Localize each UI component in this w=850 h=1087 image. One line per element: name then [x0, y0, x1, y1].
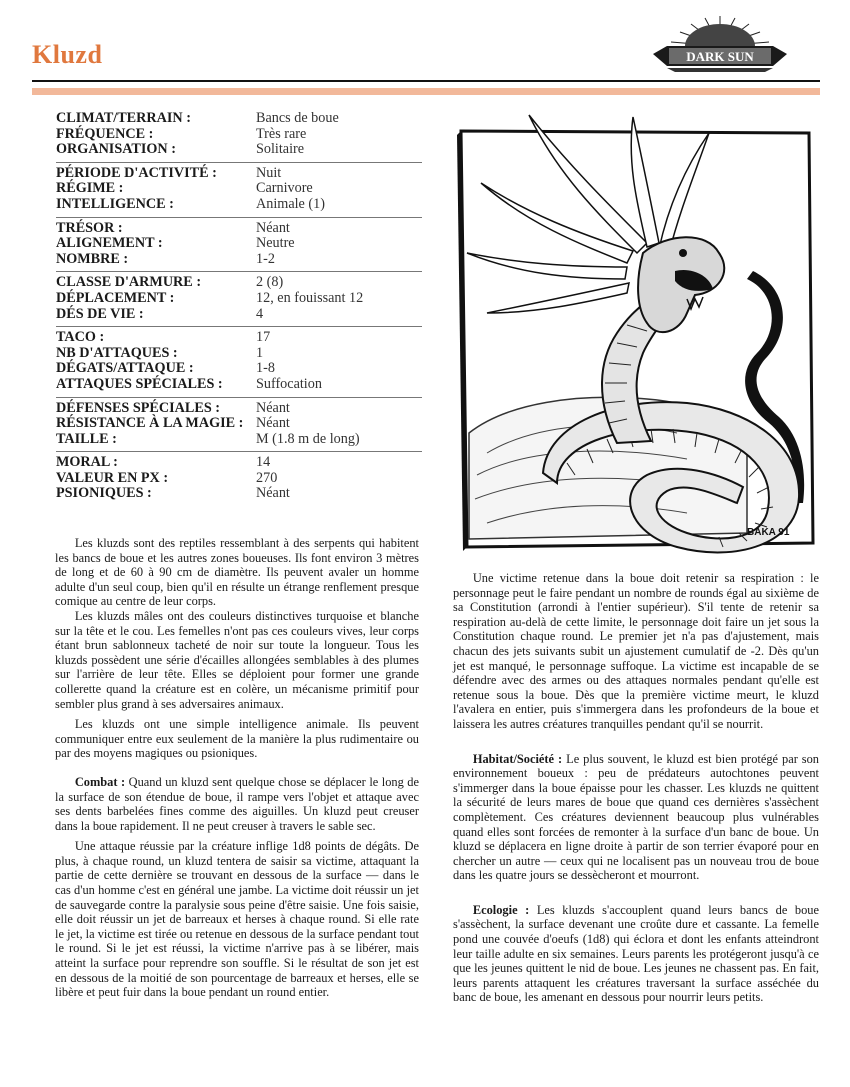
stat-group: [56, 327, 422, 397]
habitat-text: Le plus souvent, le kluzd est bien protégé par son environnement boueux : peu de prédateurs autochtones peuvent s'immerger dans la boue épaisse pour les chasser. Les kluzds ne quittent la sécurité de leurs mares de boue que quand ces dernières s'assèchent complètement. Ces créatures deviennent beaucoup plus vulnérables quand elles sont forcées de remonter à la surface d'un banc de boue. Un kluzd se déplacera en ligne droite à partir de son terrier évaporé pour en chercher un autre — ceux qui ne localisent pas un nouveau trou de boue dans les quatre jours se dessècheront et mourront.: [453, 751, 819, 883]
stat-label: ATTAQUES SPÉCIALES :: [56, 375, 223, 392]
stat-block: [56, 108, 422, 506]
combat-text: Quand un kluzd sent quelque chose se déplacer le long de la surface de son étendue de boue, il rampe vers l'objet et attaque avec ses dents barbelées fines comme des aiguilles. Un kluzd peut creuser dans la boue rapidement. Il ne peut creuser à travers le sable sec.: [55, 774, 419, 833]
dark-sun-logo: [645, 10, 795, 82]
stat-value: 14: [256, 454, 271, 471]
stat-value: Animale (1): [256, 195, 325, 212]
ecology-paragraph: [453, 903, 819, 1005]
combat-heading: Combat :: [74, 774, 126, 789]
combat-paragraph: [55, 775, 419, 833]
ecology-heading: Ecologie :: [472, 902, 530, 917]
stat-row: [56, 346, 422, 362]
habitat-heading: Habitat/Société :: [472, 751, 563, 766]
stat-value: Néant: [256, 415, 290, 432]
stat-group: [56, 163, 422, 218]
stat-row: [56, 236, 422, 252]
stat-label: PSIONIQUES :: [56, 485, 152, 502]
stat-row: [56, 471, 422, 487]
page-title: Kluzd: [32, 40, 103, 69]
stat-row: [56, 416, 422, 432]
stat-label: TRÉSOR :: [56, 219, 123, 236]
stat-group: [56, 452, 422, 506]
stat-row: [56, 197, 422, 213]
stat-value: Néant: [256, 219, 290, 236]
stat-value: Carnivore: [256, 180, 313, 197]
logo-text: DARK SUN: [686, 49, 754, 64]
stat-value: Très rare: [256, 125, 307, 142]
stat-label: INTELLIGENCE :: [56, 195, 174, 212]
description-paragraph: Les kluzds sont des reptiles ressemblant à des serpents qui habitent les bancs de boue et les autres zones boueuses. Ils font environ 3 mètres de long et de 60 à 90 cm de diamètre. Ils peuvent avaler un homme adulte d'un seul coup, bien qu'il en résulte un étrange renflement presque comique au centre de leur corps.: [55, 536, 419, 609]
stat-group: [56, 398, 422, 453]
stat-label: TACO :: [56, 329, 105, 346]
stat-value: 4: [256, 305, 264, 322]
stat-value: 270: [256, 469, 278, 486]
stat-value: Nuit: [256, 164, 282, 181]
stat-value: Néant: [256, 399, 290, 416]
stat-row: [56, 275, 422, 291]
stat-label: CLIMAT/TERRAIN :: [56, 110, 191, 126]
stat-label: RÉGIME :: [56, 180, 124, 197]
stat-row: [56, 307, 422, 323]
kluzd-illustration: [447, 103, 831, 557]
stat-label: DÉGATS/ATTAQUE :: [56, 360, 194, 377]
stat-group: [56, 108, 422, 163]
stat-label: MORAL :: [56, 454, 118, 471]
suffocation-paragraph: Une victime retenue dans la boue doit retenir sa respiration : le personnage peut le faire pendant un nombre de rounds égal au sixième de sa Constitution (arrondi à l'entier supérieur). S'il tente de retenir sa respiration au-delà de cette limite, le personnage doit faire un jet sous la Constitution chaque round. Le premier jet n'a pas d'ajustement, mais chacun des jets suivants subit un ajustement cumulatif de -2. Dès qu'un jet est manqué, le personnage suffoque. La victime est incapable de se défendre avec des armes ou des attaques normales pendant qu'elle est retenue sous la boue. Dès que la première victime meurt, le kluzd l'avalera en entier, puis s'immergera dans les profondeurs de la boue et laissera les autres créatures tranquilles pendant qu'il se nourrit.: [453, 571, 819, 731]
description-paragraph: Les kluzds mâles ont des couleurs distinctives turquoise et blanche sur la tête et le cou. Les femelles n'ont pas ces couleurs vives, leur corps étant brun sablonneux tacheté de noir sur toute la longueur. Tous les kluzds possèdent une série d'écailles allongées semblables à des plumes sur l'arrière de leur tête. Elles se déploient pour former une grande collerette quand la créature est en colère, un mécanisme primitif pour sembler plus grand à ses adversaires animaux.: [55, 608, 419, 711]
stat-label: NOMBRE :: [56, 250, 129, 267]
stat-row: [56, 291, 422, 307]
stat-label: DÉS DE VIE :: [56, 305, 144, 322]
header-rule: [32, 80, 820, 82]
habitat-paragraph: [453, 752, 819, 883]
stat-row: [56, 221, 422, 237]
stat-row: [56, 486, 422, 502]
combat-paragraph: Une attaque réussie par la créature inflige 1d8 points de dégâts. De plus, à chaque round, un kluzd tentera de saisir sa victime, attaquant la partie de cette dernière se trouvant en dessous de la surface — dans le cas d'un homme c'est en général une jambe. La victime doit réussir un jet de sauvegarde contre la paralysie sous peine d'être saisie. Une fois saisie, elle doit réussir un jet de barreaux et herses à chaque round. Si elle rate le jet, la victime est tirée ou retenue en dessous de la surface pendant tout le round. Si le jet est réussi, la victime n'arrive pas à se libérer, mais atteint la surface pour reprendre son souffle. Si le résultat de son jet est en dessous de la moitié de son pourcentage de barreaux et herses, elle se libère et peut fuir dans la boue pendant un round entier.: [55, 839, 419, 1000]
stat-value: 2 (8): [256, 274, 284, 291]
stat-value: 12, en fouissant 12: [256, 289, 364, 306]
stat-label: DÉPLACEMENT :: [56, 289, 175, 306]
stat-row: [56, 377, 422, 393]
stat-row: [56, 361, 422, 377]
stat-label: TAILLE :: [56, 430, 117, 447]
stat-label: NB D'ATTAQUES :: [56, 344, 178, 361]
stat-row: [56, 401, 422, 417]
stat-label: ALIGNEMENT :: [56, 235, 163, 252]
stat-row: [56, 111, 422, 127]
stat-label: CLASSE D'ARMURE :: [56, 274, 202, 291]
stat-row: [56, 142, 422, 158]
stat-group: [56, 218, 422, 273]
stat-row: [56, 127, 422, 143]
stat-value: 1-2: [256, 250, 275, 267]
header-band: [32, 88, 820, 95]
stat-value: Solitaire: [256, 141, 305, 158]
stat-label: ORGANISATION :: [56, 141, 176, 158]
stat-group: [56, 272, 422, 327]
stat-value: Suffocation: [256, 375, 322, 392]
stat-row: [56, 181, 422, 197]
stat-label: FRÉQUENCE :: [56, 125, 154, 142]
description-paragraph: Les kluzds ont une simple intelligence animale. Ils peuvent communiquer entre eux seulement de la manière la plus rudimentaire ou par des moyens magiques ou psioniques.: [55, 717, 419, 761]
stat-value: 1-8: [256, 360, 275, 377]
stat-label: RÉSISTANCE À LA MAGIE :: [56, 415, 244, 432]
stat-row: [56, 252, 422, 268]
stat-row: [56, 330, 422, 346]
stat-label: PÉRIODE D'ACTIVITÉ :: [56, 164, 217, 181]
illustration-signature: BAKA 91: [747, 527, 790, 538]
stat-row: [56, 455, 422, 471]
ecology-text: Les kluzds s'accouplent quand leurs bancs de boue s'assèchent, la surface devenant une croûte dure et cassante. La femelle pond une couvée d'oeufs (1d8) qui éclora et dont les enfants atteindront leur taille adulte en six semaines. Leurs parents les protégeront jusqu'à ce que les jeunes quittent le nid de boue. Les jeunes ne chassent pas. En fait, leurs parents attaquent les créatures traversant la surface asséchée du banc de boue, les amenant en dessous pour nourrir leurs petits.: [453, 902, 819, 1005]
stat-value: Néant: [256, 485, 290, 502]
stat-label: DÉFENSES SPÉCIALES :: [56, 399, 220, 416]
stat-value: 17: [256, 329, 271, 346]
stat-value: M (1.8 m de long): [256, 430, 360, 447]
right-text-column: [453, 571, 819, 1005]
stat-row: [56, 432, 422, 448]
stat-value: Bancs de boue: [256, 110, 339, 126]
left-text-column: [55, 536, 419, 1000]
stat-value: Neutre: [256, 235, 295, 252]
stat-label: VALEUR EN PX :: [56, 469, 169, 486]
stat-value: 1: [256, 344, 264, 361]
